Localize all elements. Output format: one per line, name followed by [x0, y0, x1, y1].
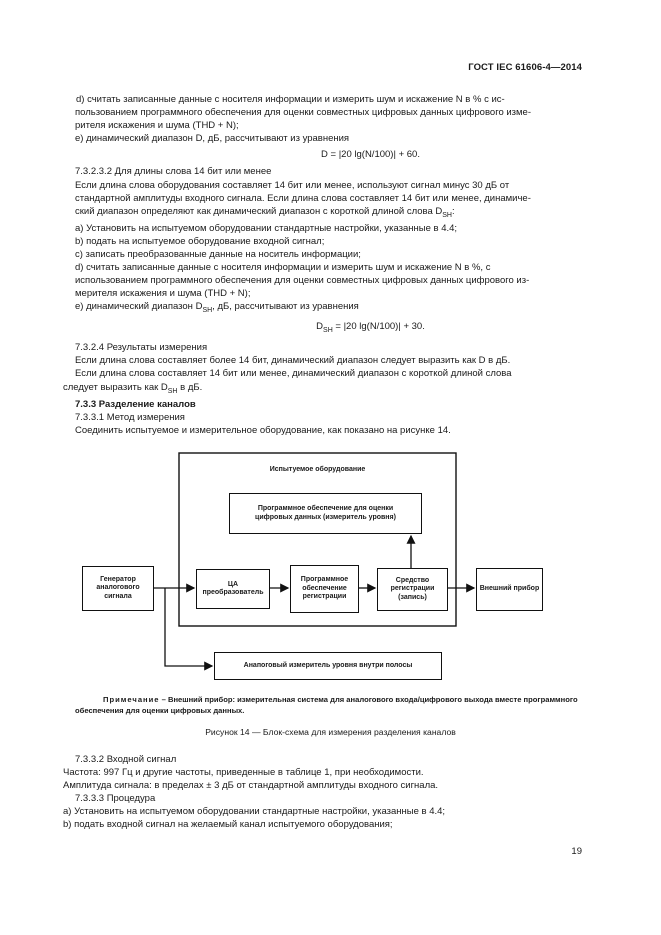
dac-box: ЦА преобразователь	[196, 569, 270, 609]
text-line: мерителя искажения и шума (THD + N);	[75, 288, 251, 300]
page-number: 19	[571, 846, 582, 857]
list-item: d) считать записанные данные с носителя информации и измерить шум и искажение N в %, с	[75, 262, 491, 274]
section-subheading: 7.3.3.3 Процедура	[75, 793, 156, 805]
list-item: e) динамический диапазон $D_{SH}$, дБ, рассчитывают из уравнения	[75, 301, 359, 315]
text-line: Соединить испытуемое и измерительное оборудование, как показано на рисунке 14.	[75, 424, 451, 436]
document-id: ГОСТ IEC 61606-4—2014	[468, 62, 582, 73]
text-line: использованием программного обеспечения для оценки совместных цифровых данных цифрового из-	[75, 275, 530, 287]
external-device-box: Внешний прибор	[476, 568, 543, 611]
section-heading-bold: 7.3.3 Разделение каналов	[75, 398, 196, 410]
list-item: c) записать преобразованные данные на носитель информации;	[75, 248, 361, 260]
main-text	[63, 93, 586, 437]
text-line: рителя искажения и шума (THD + N);	[75, 120, 239, 132]
recording-medium-box: Средство регистрации (запись)	[377, 568, 448, 611]
equation: D = |20 lg(N/100)| + 60.	[321, 149, 420, 161]
main-text-lower	[63, 753, 586, 832]
text-line: Если длина слова составляет 14 бит или менее, динамический диапазон с короткой длиной слова	[75, 368, 512, 380]
section-heading: 7.3.2.3.2 Для длины слова 14 бит или менее	[75, 166, 272, 178]
text-line: Амплитуда сигнала: в пределах ± 3 дБ от стандартной амплитуды входного сигнала.	[63, 780, 439, 792]
list-item: b) подать на испытуемое оборудование входной сигнал;	[75, 235, 325, 247]
analyzer-box: Анапоговый измеритель уровня внутри полосы	[214, 652, 442, 680]
text-line: следует выразить как $D_{SH}$ в дБ.	[63, 381, 203, 395]
text-line: Если длина слова оборудования составляет 14 бит или менее, используют сигнал минус 30 дБ от	[75, 179, 510, 191]
section-heading: 7.3.2.4 Результаты измерения	[75, 342, 208, 354]
text-line: Частота: 997 Гц и другие частоты, приведенные в таблице 1, при необходимости.	[63, 767, 424, 779]
list-item: a) Установить на испытуемом оборудовании стандартные настройки, указанные в 4.4;	[75, 222, 458, 234]
generator-box: Генератор аналогового сигнала	[82, 566, 154, 611]
eut-label: Испытуемое оборудование	[269, 466, 366, 473]
text-line: d) считать записанные данные с носителя информации и измерить шум и искажение N в % с ис-	[76, 94, 505, 105]
recording-software-box: Программное обеспечение регистрации	[290, 565, 359, 613]
text-line: ский диапазон определяют как динамический диапазон с короткой длиной слова $D_{SH}$:	[75, 205, 455, 219]
note-text: – Внешний прибор: измерительная система для аналогового входа/цифрового выхода вместе программного обеспечения для оценки цифровых данных.	[75, 695, 578, 715]
list-item: b) подать входной сигнал на желаемый канал испытуемого оборудования;	[63, 819, 393, 831]
text-line: пользованием программного обеспечения для оценки совместных цифровых данных цифрового изме-	[75, 107, 532, 119]
figure-caption: Рисунок 14 — Блок-схема для измерения разделения каналов	[205, 727, 456, 737]
equation: $D_{SH} = |20$ lg(N/100)| + 30.	[316, 321, 425, 335]
section-subheading: 7.3.3.2 Входной сигнал	[75, 754, 177, 765]
text-line: стандартной амплитуды входного сигнала. Если длина слова составляет 14 бит или менее, динамиче-	[75, 192, 531, 204]
note-label: Примечание	[103, 695, 160, 704]
text-line: Если длина слова составляет более 14 бит, динамический диапазон следует выразить как D в дБ.	[75, 355, 511, 367]
figure-note	[75, 694, 586, 716]
software-box: Программное обеспечение для оценки цифровых данных (измеритель уровня)	[229, 493, 422, 534]
section-subheading: 7.3.3.1 Метод измерения	[75, 411, 185, 423]
text-line: e) динамический диапазон D, дБ, рассчитывают из уравнения	[75, 133, 350, 145]
list-item: a) Установить на испытуемом оборудовании стандартные настройки, указанные в 4.4;	[63, 806, 446, 818]
